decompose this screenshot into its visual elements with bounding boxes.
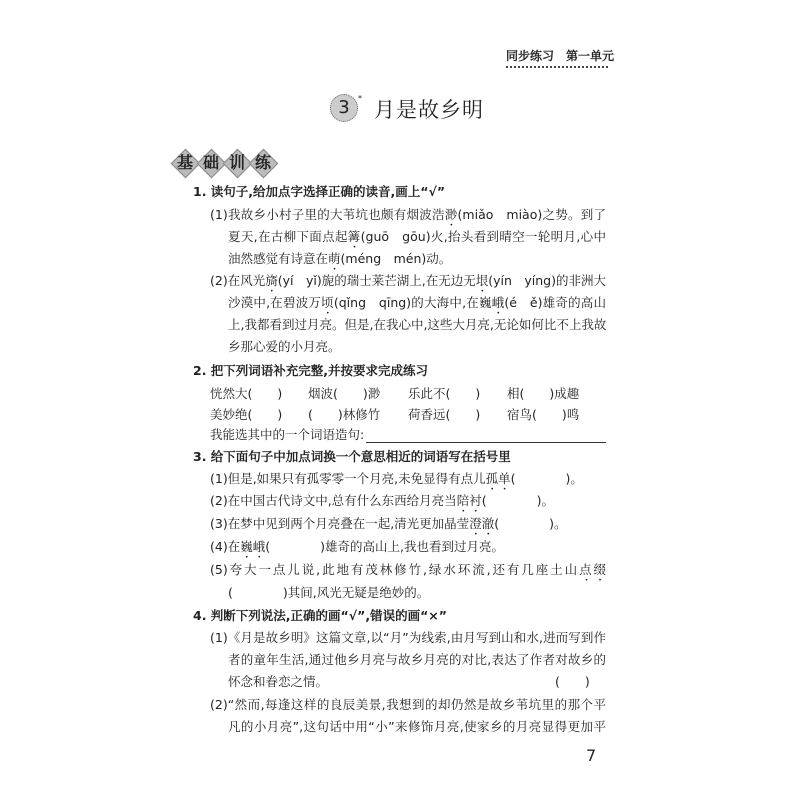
text-segment: 凡的小月亮”,这句话中用“小”来修饰月亮,使家乡的月亮显得更加平 <box>228 719 606 734</box>
word-blank[interactable]: 烟波( )渺 <box>308 386 381 401</box>
badge-char: 练 <box>254 153 271 172</box>
sentence-answer-line[interactable] <box>366 442 606 443</box>
question-4-title: 4. 判断下列说法,正确的画“√”,错误的画“×” <box>193 608 447 623</box>
dotted-character: 顷 <box>321 295 334 310</box>
text-segment: (2)在中国古代诗文中,总有什么东西给月亮当 <box>210 493 457 508</box>
text-segment: 怀念和眷恋之情。 <box>228 674 329 689</box>
badge-diamond <box>224 150 250 176</box>
badge-char: 训 <box>228 153 245 172</box>
dotted-character: 点缀 <box>579 562 606 577</box>
question-line <box>228 294 606 312</box>
dotted-character: 萌 <box>328 251 341 266</box>
sentence-prompt: 我能选其中的一个词语造句: <box>210 427 365 442</box>
text-segment: (1)《月是故乡明》这篇文章,以“月”为线索,由月写到山和水,进而写到作 <box>210 630 606 645</box>
running-header: 同步练习 第一单元 <box>506 47 608 68</box>
dotted-character: 澄澈 <box>469 516 495 531</box>
text-segment: 乡那心爱的小月亮。 <box>228 339 341 354</box>
text-segment: 油然感觉有诗意在 <box>228 251 329 266</box>
question-line <box>210 696 606 714</box>
page-number: 7 <box>586 746 597 765</box>
question-line <box>228 673 328 691</box>
question-3-title: 3. 给下面句子中加点词换一个意思相近的词语写在括号里 <box>193 449 511 464</box>
question-line <box>210 206 606 224</box>
dotted-character: 孤单 <box>485 471 511 486</box>
question-2-title: 2. 把下列词语补充完整,并按要求完成练习 <box>193 363 429 378</box>
text-segment: ( )其间,风光无疑是绝妙的。 <box>228 585 430 600</box>
badge-diamond <box>250 150 276 176</box>
text-segment: (5)夸大一点儿说,此地有茂林修竹,绿水环流,还有几座土山 <box>210 562 580 577</box>
question-line <box>210 538 504 556</box>
question-line <box>210 561 606 579</box>
text-segment: 夏天,在古柳下面点起 <box>228 229 348 244</box>
badge-diamond <box>198 150 224 176</box>
text-segment: (3)在梦中见到两个月亮叠在一起,清光更加晶莹 <box>210 516 470 531</box>
dotted-character: 渺 <box>444 207 458 222</box>
question-line <box>210 470 583 488</box>
word-blank[interactable]: 相( )成趣 <box>507 386 580 401</box>
dotted-character: 巍峨 <box>240 539 266 554</box>
question-line <box>228 228 606 246</box>
badge-diamond <box>172 150 198 176</box>
text-segment: 者的童年生活,通过他乡月亮与故乡月亮的对比,表达了作者对故乡的 <box>228 652 606 667</box>
text-segment: (4)在 <box>210 539 241 554</box>
text-segment: (2)“然而,每逢这样的良辰美景,我想到的却仍然是故乡苇坑里的那个平 <box>210 697 606 712</box>
lesson-title: 月是故乡明 <box>374 98 484 122</box>
dotted-character: 旖 <box>265 273 278 288</box>
text-segment: ( )。 <box>494 516 567 531</box>
word-blank[interactable]: 美妙绝( ) <box>210 407 283 422</box>
text-segment: (2)在风光 <box>210 273 266 288</box>
text-segment: (yí yǐ)旎的瑞士莱芒湖上,在无边无 <box>277 273 476 288</box>
text-segment: (guō gōu)火,抬头看到晴空一轮明月,心中 <box>360 229 606 244</box>
question-1-title: 1. 读句子,给加点字选择正确的读音,画上“√” <box>193 184 446 199</box>
question-line <box>228 338 341 356</box>
question-line <box>228 584 429 602</box>
text-segment: 上,我都看到过月亮。但是,在我心中,这些大月亮,无论如何比不上我故 <box>228 317 607 332</box>
judgment-answer-paren[interactable]: ( ) <box>555 674 590 689</box>
question-line <box>228 316 606 334</box>
text-segment: ( )。 <box>510 471 583 486</box>
text-segment: ( )。 <box>481 493 554 508</box>
text-segment: (1)我故乡小村子里的大苇坑也颇有烟波浩 <box>210 207 445 222</box>
word-blank[interactable]: 恍然大( ) <box>210 386 283 401</box>
dotted-character: 篝 <box>347 229 361 244</box>
text-segment: 沙漠中,在碧波万 <box>228 295 322 310</box>
text-segment: (1)但是,如果只有孤零零一个月亮,未免显得有点儿 <box>210 471 486 486</box>
section-badge-basic-training <box>172 150 276 176</box>
badge-char: 基 <box>176 153 193 172</box>
question-line <box>228 651 606 669</box>
text-segment: ( )雄奇的高山上,我也看到过月亮。 <box>265 539 504 554</box>
text-segment: (é ě)雄奇的高山 <box>504 295 606 310</box>
word-blank[interactable]: 乐此不( ) <box>408 386 481 401</box>
lesson-mark: * <box>358 94 362 103</box>
dotted-character: 峨 <box>491 295 505 310</box>
dotted-character: 陪衬 <box>456 493 482 508</box>
text-segment: (méng mén)动。 <box>340 251 452 266</box>
text-segment: (miǎo miào)之势。到了 <box>457 207 606 222</box>
text-segment: (qǐng qīng)的大海中,在巍 <box>333 295 492 310</box>
question-line <box>210 492 554 510</box>
dotted-character: 垠 <box>475 273 489 288</box>
word-blank[interactable]: 荷香远( ) <box>408 407 481 422</box>
question-line <box>228 718 606 736</box>
badge-char: 础 <box>202 153 219 172</box>
word-blank[interactable]: ( )林修竹 <box>308 407 381 422</box>
question-line <box>228 250 451 268</box>
question-line <box>210 629 606 647</box>
word-blank[interactable]: 宿鸟( )鸣 <box>507 407 580 422</box>
question-line <box>210 515 566 533</box>
lesson-number-badge: 3 <box>330 94 358 122</box>
text-segment: (yín yíng)的非洲大 <box>488 273 606 288</box>
question-line <box>210 272 606 290</box>
